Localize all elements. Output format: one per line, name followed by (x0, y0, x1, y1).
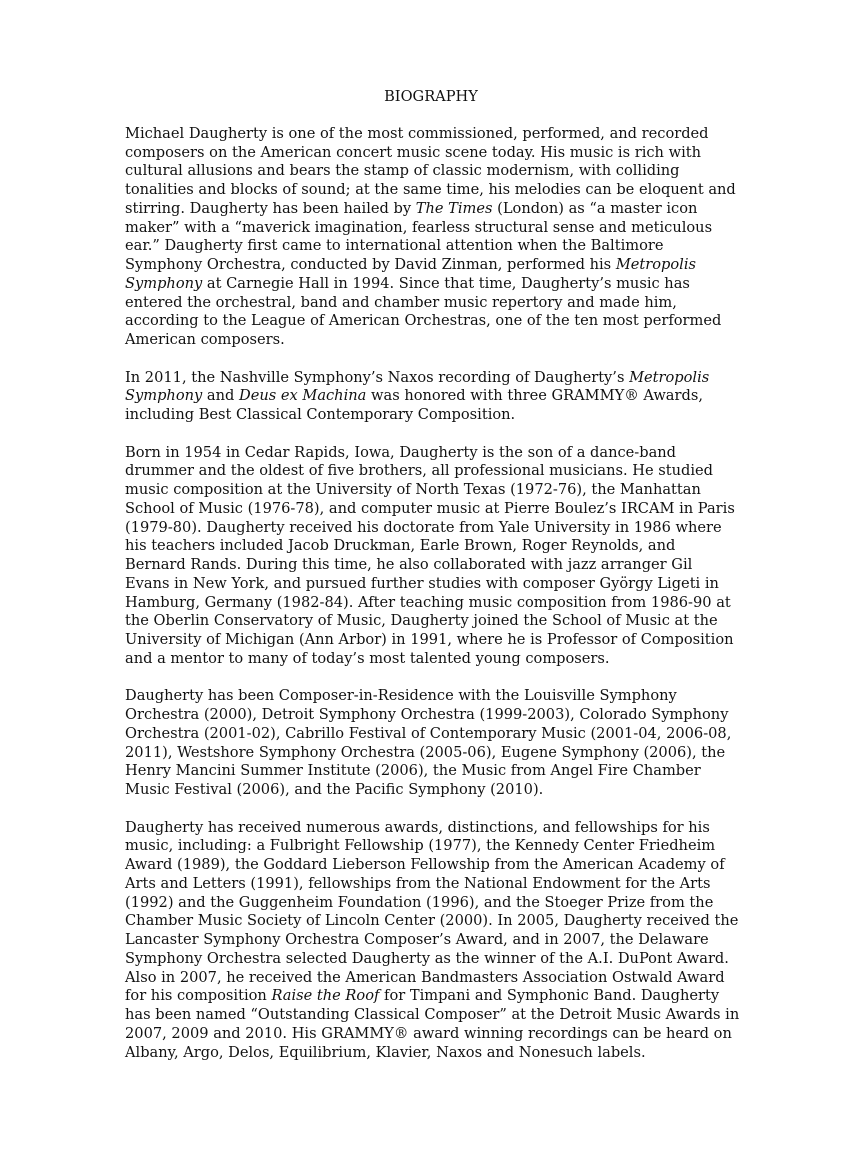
text-line (125, 256, 737, 275)
text-line (125, 500, 737, 519)
text-line (125, 331, 737, 350)
italic-title: Metropolis (615, 256, 696, 273)
text-run: Hamburg, Germany (1982-84). After teaching music composition from 1986-90 at (125, 593, 731, 611)
text-line (125, 1025, 737, 1044)
text-line (125, 444, 737, 463)
text-run: Daugherty has received numerous awards, distinctions, and fellowships for his (125, 818, 710, 836)
text-line (125, 744, 737, 763)
italic-title: The Times (415, 199, 493, 217)
text-run: drummer and the oldest of five brothers, all professional musicians. He studied (125, 462, 714, 480)
text-line (125, 875, 737, 894)
text-line (125, 931, 737, 950)
text-run: was honored with three GRAMMY® Awards, (366, 387, 703, 405)
paragraph-4 (125, 687, 737, 800)
text-line (125, 312, 737, 331)
text-run: Michael Daugherty is one of the most commissioned, performed, and recorded (125, 124, 709, 142)
text-line (125, 687, 737, 706)
text-run: Award (1989), the Goddard Lieberson Fellowship from the American Academy of (125, 856, 725, 873)
text-line (125, 762, 737, 781)
text-line (125, 462, 737, 481)
text-line (125, 125, 737, 144)
text-line (125, 725, 737, 744)
text-run: maker” with a “maverick imagination, fearless structural sense and meticulous (125, 218, 713, 236)
text-line (125, 856, 737, 875)
text-line (125, 575, 737, 594)
text-line (125, 1006, 740, 1025)
text-line (125, 1044, 737, 1063)
text-run: Evans in New York, and pursued further studies with composer György Ligeti in (125, 574, 719, 592)
text-line (125, 481, 737, 500)
text-run: (1992) and the Guggenheim Foundation (1996), and the Stoeger Prize from the (125, 893, 714, 911)
text-line (125, 969, 737, 988)
text-line (125, 650, 737, 669)
text-line (125, 987, 737, 1006)
text-run: at Carnegie Hall in 1994. Since that time, Daugherty’s music has (202, 274, 690, 292)
italic-title: Symphony (125, 274, 203, 292)
text-run: (London) as “a master icon (492, 199, 698, 217)
text-line (125, 387, 737, 406)
text-line (125, 950, 737, 969)
text-run: the Oberlin Conservatory of Music, Daugherty joined the School of Music at the (125, 612, 718, 630)
paragraph-5 (125, 818, 740, 1063)
paragraph-2 (125, 369, 737, 425)
text-run: Albany, Argo, Delos, Equilibrium, Klavier, Naxos and Nonesuch labels. (125, 1043, 646, 1061)
text-run: composers on the American concert music scene today. His music is rich with (125, 143, 701, 161)
text-line (125, 706, 737, 725)
text-run: Symphony Orchestra, conducted by David Zinman, performed his (125, 256, 616, 273)
text-run: his teachers included Jacob Druckman, Earle Brown, Roger Reynolds, and (125, 537, 676, 555)
text-line (125, 894, 737, 913)
document-page (125, 88, 740, 1081)
text-line (125, 162, 737, 181)
text-run: Henry Mancini Summer Institute (2006), the Music from Angel Fire Chamber (125, 762, 701, 780)
text-run: University of Michigan (Ann Arbor) in 1991, where he is Professor of Composition (125, 631, 734, 648)
text-run: entered the orchestral, band and chamber music repertory and made him, (125, 293, 677, 311)
text-line (125, 144, 737, 163)
italic-title: Raise the Roof (271, 987, 380, 1005)
text-line (125, 294, 737, 313)
text-run: Symphony Orchestra selected Daugherty as the winner of the A.I. DuPont Award. (125, 949, 729, 967)
text-run: for Timpani and Symphonic Band. Daugherty (379, 987, 720, 1005)
text-run: In 2011, the Nashville Symphony’s Naxos recording of Daugherty’s (125, 368, 630, 386)
italic-title: Deus ex Machina (239, 387, 367, 405)
text-run: music, including: a Fulbright Fellowship (1977), the Kennedy Center Friedheim (125, 837, 716, 855)
text-run: Chamber Music Society of Lincoln Center (2000). In 2005, Daugherty received the (125, 912, 739, 930)
text-run: including Best Classical Contemporary Composition. (125, 406, 516, 423)
paragraph-1 (125, 125, 737, 350)
text-run: stirring. Daugherty has been hailed by (125, 199, 416, 217)
text-line (125, 181, 737, 200)
text-line (125, 406, 737, 425)
text-run: Also in 2007, he received the American Bandmasters Association Ostwald Award (125, 968, 725, 986)
text-line (125, 912, 737, 931)
text-run: cultural allusions and bears the stamp of classic modernism, with colliding (125, 162, 680, 180)
text-line (125, 631, 737, 650)
text-line (125, 837, 737, 856)
text-line (125, 537, 737, 556)
text-run: Music Festival (2006), and the Pacific Symphony (2010). (125, 781, 544, 798)
text-line (125, 556, 737, 575)
text-run: School of Music (1976-78), and computer music at Pierre Boulez’s IRCAM in Paris (125, 499, 735, 517)
text-line (125, 219, 737, 238)
italic-title: Metropolis (629, 368, 710, 386)
text-run: Lancaster Symphony Orchestra Composer’s Award, and in 2007, the Delaware (125, 931, 709, 948)
text-run: Arts and Letters (1991), fellowships from the National Endowment for the Arts (125, 874, 711, 892)
text-run: Daugherty has been Composer-in-Residence with the Louisville Symphony (125, 687, 677, 705)
text-run: Bernard Rands. During this time, he also collaborated with jazz arranger Gil (125, 556, 693, 573)
text-run: for his composition (125, 987, 272, 1005)
text-line (125, 275, 737, 294)
text-run: ear.” Daugherty first came to international attention when the Baltimore (125, 237, 664, 255)
text-run: American composers. (125, 331, 285, 348)
text-run: (1979-80). Daugherty received his doctorate from Yale University in 1986 where (125, 518, 722, 536)
text-run: tonalities and blocks of sound; at the same time, his melodies can be eloquent and (125, 181, 736, 198)
text-run: Orchestra (2001-02), Cabrillo Festival of Contemporary Music (2001-04, 2006-08, (125, 724, 732, 742)
text-run: has been named “Outstanding Classical Composer” at the Detroit Music Awards in (125, 1006, 740, 1023)
text-line (125, 819, 737, 838)
text-run: and a mentor to many of today’s most talented young composers. (125, 649, 610, 667)
paragraph-3 (125, 444, 737, 669)
text-line (125, 594, 737, 613)
text-line (125, 369, 737, 388)
text-run: Orchestra (2000), Detroit Symphony Orchestra (1999-2003), Colorado Symphony (125, 706, 729, 723)
text-run: and (202, 387, 239, 405)
text-run: 2007, 2009 and 2010. His GRAMMY® award winning recordings can be heard on (125, 1024, 732, 1042)
text-line (125, 200, 737, 219)
text-line (125, 612, 737, 631)
text-run: Born in 1954 in Cedar Rapids, Iowa, Daugherty is the son of a dance-band (125, 443, 677, 461)
text-run: 2011), Westshore Symphony Orchestra (2005-06), Eugene Symphony (2006), the (125, 743, 726, 761)
text-run: music composition at the University of North Texas (1972-76), the Manhattan (125, 481, 701, 498)
text-run: according to the League of American Orchestras, one of the ten most performed (125, 312, 722, 330)
biography-body (125, 124, 740, 1063)
text-line (125, 237, 737, 256)
italic-title: Symphony (125, 387, 203, 405)
text-line (125, 519, 737, 538)
text-line (125, 781, 737, 800)
page-title: BIOGRAPHY (384, 88, 478, 105)
